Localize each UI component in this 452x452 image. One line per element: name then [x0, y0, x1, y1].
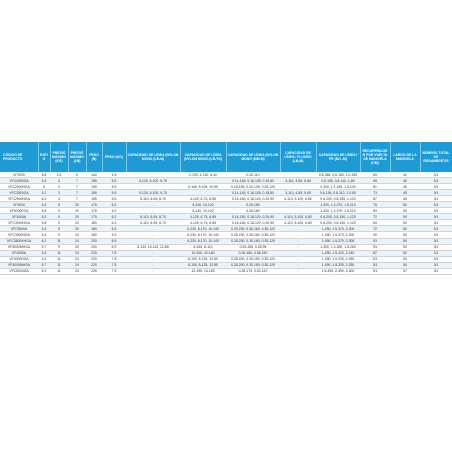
table-cell: 5-110, 6-95, 8-70 — [126, 196, 180, 202]
table-cell: 6-190, 8-125, 12-80 — [180, 256, 226, 262]
table-cell: - — [280, 256, 316, 262]
table-cell: 0.25-160 — [226, 202, 280, 208]
table-cell: - — [280, 268, 316, 274]
table-cell: VF4000MHGA — [0, 262, 38, 268]
table-cell: VF4000A — [0, 250, 38, 256]
table-cell: 76 — [360, 202, 390, 208]
column-header: RECUPERACIÓN POR VUELTA DE MANIVELA (CM) — [360, 142, 390, 172]
table-cell: 6.2 — [38, 202, 50, 208]
table-cell: - — [126, 268, 180, 274]
table-cell: VFC3000HGA — [0, 220, 38, 226]
table-cell: 0.18-155, 0.20-105, 0.25-120 — [226, 184, 280, 190]
table-cell: 50 — [390, 202, 420, 208]
column-header: PESO (KG) — [102, 142, 126, 172]
table-cell: 5.7 — [38, 262, 50, 268]
table-cell: 7 — [68, 178, 86, 184]
table-cell: 175 — [86, 208, 102, 214]
table-cell: 200 — [86, 244, 102, 250]
table-cell: 6.4 — [38, 232, 50, 238]
table-cell: 11 — [50, 268, 68, 274]
column-header: CAPACIDAD DE LÍNEA / PE (NO.-M) — [316, 142, 360, 172]
table-cell: 50 — [390, 244, 420, 250]
table-cell: 5.5 — [102, 196, 126, 202]
table-cell: - — [280, 244, 316, 250]
table-cell: 20 — [68, 202, 86, 208]
table-cell: 3 — [50, 190, 68, 196]
table-cell: 155 — [86, 178, 102, 184]
table-cell: VFC2500GA — [0, 190, 38, 196]
table-cell: 12-195, 14-165 — [180, 268, 226, 274]
table-cell: 50 — [390, 232, 420, 238]
table-cell: 20 — [68, 214, 86, 220]
table-cell: 6.2 — [38, 256, 50, 262]
table-cell: 5.2 — [38, 250, 50, 256]
table-cell: 3/1 — [420, 202, 452, 208]
table-cell: 10-200, 12-160 — [180, 250, 226, 256]
table-cell: 3/1 — [420, 184, 452, 190]
table-cell: 24 — [68, 238, 86, 244]
table-cell: 5.8 — [38, 172, 50, 178]
table-cell: 5.5 — [102, 184, 126, 190]
table-cell: 0.14-145, 0.16-105, 0.18-80 — [226, 190, 280, 196]
table-cell: - — [126, 256, 180, 262]
table-cell: 5.2 — [38, 178, 50, 184]
table-cell: 6-230, 8-170, 10-140 — [180, 232, 226, 238]
table-cell: 7 — [68, 196, 86, 202]
table-cell: 20 — [68, 244, 86, 250]
table-cell: 20 — [68, 220, 86, 226]
table-cell: 90 — [360, 232, 390, 238]
column-header: PRESIÓ MÁXIMO (LB) — [68, 142, 86, 172]
table-cell: 6-230, 8-170, 10-140 — [180, 238, 226, 244]
table-cell: 215 — [86, 250, 102, 256]
table-cell: 84 — [360, 208, 390, 214]
table-cell: 24 — [68, 250, 86, 256]
table-cell: 20 — [68, 226, 86, 232]
table-cell: 8-140, 10-120 — [180, 202, 226, 208]
table-cell: 72 — [360, 214, 390, 220]
table-cell: 5.5 — [102, 178, 126, 184]
table-cell: 81 — [360, 184, 390, 190]
table-cell: 225 — [86, 268, 102, 274]
table-cell: 5.5 — [102, 190, 126, 196]
column-header: RATIO — [38, 142, 50, 172]
table-cell: 3 — [50, 184, 68, 190]
table-cell: 3/1 — [420, 208, 452, 214]
table-cell: 0.20-110 — [226, 172, 280, 178]
table-cell: 3/1 — [420, 238, 452, 244]
table-cell: 5.8 — [38, 208, 50, 214]
table-cell: 3/1 — [420, 268, 452, 274]
table-cell: 1-490, 1.5-330, 2-250 — [316, 262, 360, 268]
table-cell: 11 — [50, 256, 68, 262]
table-cell: 24 — [68, 262, 86, 268]
table-cell: 6.3 — [102, 220, 126, 226]
column-header: PRESIÓ MÁXIMO (KG) — [50, 142, 68, 172]
table-cell: 175 — [86, 202, 102, 208]
table-cell: 50 — [390, 220, 420, 226]
table-cell: VF2000 — [0, 172, 38, 178]
table-cell: 200 — [86, 238, 102, 244]
column-header: CAPACIDAD DE LÍNEA (NYLON MONO (LB-YD) — [180, 142, 226, 172]
table-cell: - — [280, 226, 316, 232]
table-cell: 9 — [50, 214, 68, 220]
table-cell: 50 — [390, 238, 420, 244]
table-cell: 87 — [360, 250, 390, 256]
table-cell: 6.3 — [38, 196, 50, 202]
table-cell: 6.9 — [102, 244, 126, 250]
table-cell: 0.16-150, 0.18-120, 0.20-90 — [226, 214, 280, 220]
table-cell: 93 — [360, 244, 390, 250]
table-cell: 6 — [38, 184, 50, 190]
table-cell: 0.25-160 — [226, 208, 280, 214]
table-cell: 7 — [68, 184, 86, 190]
table-cell: - — [126, 208, 180, 214]
table-cell: VF4000HGA — [0, 256, 38, 262]
column-header: CAPACIDAD DE LÍNEA (NYLON MONO (LB-M) — [126, 142, 180, 172]
table-cell: - — [280, 238, 316, 244]
table-cell: 155 — [86, 184, 102, 190]
table-cell: 3/1 — [420, 220, 452, 226]
table-cell: 24 — [68, 268, 86, 274]
table-cell: VF3000PGA — [0, 208, 38, 214]
table-cell: 3/1 — [420, 190, 452, 196]
table-cell: 9 — [50, 202, 68, 208]
table-cell: 7.8 — [102, 262, 126, 268]
table-cell: - — [126, 232, 180, 238]
table-cell: VFC3000A — [0, 226, 38, 232]
table-cell: 3/1 — [420, 256, 452, 262]
table-cell: 1-490, 1.5-320, 2-240 — [316, 250, 360, 256]
table-cell: 50 — [390, 256, 420, 262]
table-cell: 1-320, 1.2-270, 1.5-210 — [316, 202, 360, 208]
table-cell: 69 — [360, 178, 390, 184]
table-cell: 5-125, 6-100, 5-75 — [126, 178, 180, 184]
table-row — [0, 268, 452, 274]
table-cell: 0.6-385, 0.8-180, 1.0-150 — [316, 172, 360, 178]
table-cell: - — [126, 226, 180, 232]
table-cell: 45 — [390, 196, 420, 202]
table-cell: 9 — [50, 232, 68, 238]
table-cell: 180 — [86, 226, 102, 232]
table-cell: 40 — [390, 172, 420, 178]
table-cell: 3/1 — [360, 262, 390, 268]
table-cell: 0.16-150, 0.18-120, 0.20-90 — [226, 220, 280, 226]
table-cell: VFC2000GA — [0, 178, 38, 184]
table-cell: 6-230, 8-170, 10-140 — [180, 226, 226, 232]
table-cell: 6.2 — [102, 214, 126, 220]
table-cell: 11 — [50, 262, 68, 268]
table-cell: 3-110, 4-85, 5-65 — [280, 190, 316, 196]
table-cell: 4-125, 6-75, 8-55 — [180, 196, 226, 202]
table-cell: VF3000 — [0, 202, 38, 208]
table-cell: 3/1 — [420, 214, 452, 220]
table-cell: 93 — [360, 238, 390, 244]
table-cell: 4.9 — [102, 172, 126, 178]
table-cell: 3/1 — [420, 232, 452, 238]
table-cell: 3/1 — [360, 268, 390, 274]
table-cell: 5-125, 6-100, 5-75 — [126, 190, 180, 196]
table-cell: 7.6 — [102, 250, 126, 256]
table-cell: VFC5000GA — [0, 268, 38, 274]
column-header: CAPACIDAD DE LÍNEA / FLUORO (LB-M) — [280, 142, 316, 172]
table-cell: 140 — [86, 172, 102, 178]
column-header: PESO (B) — [86, 142, 102, 172]
table-cell: 6-190, 8-125, 12-80 — [180, 262, 226, 268]
table-cell: 11 — [50, 250, 68, 256]
table-cell: 3/1 — [420, 250, 452, 256]
table-cell: VFC2500HGA — [0, 196, 38, 202]
table-cell: 4-125, 6-75, 8-55 — [180, 214, 226, 220]
table-cell: 3/1 — [420, 262, 452, 268]
table-cell: 0.300, 1.2-180, 1.5-140 — [316, 184, 360, 190]
table-cell: 0.6-200, 0.8-150, 1-120 — [316, 220, 360, 226]
table-cell: - — [280, 232, 316, 238]
table-cell: 2.5 — [50, 172, 68, 178]
table-cell: 3/1 — [420, 172, 452, 178]
table-cell: - — [126, 250, 180, 256]
table-cell: 87 — [360, 196, 390, 202]
table-cell: 40 — [390, 178, 420, 184]
table-cell: - — [126, 202, 180, 208]
table-cell: 2-190, 4-130, 6-40 — [180, 172, 226, 178]
table-cell: 175 — [86, 214, 102, 220]
table-cell: 0.28-200, 0.30-150, 0.35-120 — [226, 256, 280, 262]
spec-table-container — [0, 142, 452, 275]
table-cell: 3 — [50, 178, 68, 184]
table-cell: 7.8 — [102, 256, 126, 262]
table-cell: 6.2 — [38, 268, 50, 274]
table-cell: 155 — [86, 196, 102, 202]
table-cell: 84 — [360, 220, 390, 226]
table-cell: 69 — [360, 172, 390, 178]
table-cell: 155 — [86, 190, 102, 196]
table-cell: 6.3 — [102, 232, 126, 238]
table-cell: 180 — [86, 220, 102, 226]
table-cell: 0.30-180, 0.35-150 — [226, 250, 280, 256]
column-header: CAPACIDAD DE LÍNEA (NYLON MONO (MM-M) — [226, 142, 280, 172]
table-cell: 6.3 — [102, 226, 126, 232]
table-cell: 50 — [390, 262, 420, 268]
table-cell: 1-490, 1.5-370, 2-300 — [316, 238, 360, 244]
table-cell: 8-140, 10-120 — [180, 208, 226, 214]
table-cell: 1-490, 1.5-370, 2-300 — [316, 226, 360, 232]
table-cell: 0.6-155, 0.8-110, 1.0-80 — [316, 190, 360, 196]
table-body — [0, 172, 452, 274]
table-cell: - — [126, 262, 180, 268]
table-cell: 3/1 — [420, 196, 452, 202]
table-cell: 20 — [68, 232, 86, 238]
table-cell: 1-390, 1.2-330, 1.5-260 — [316, 244, 360, 250]
table-cell: 0.25-230, 0.30-160, 0.35-120 — [226, 232, 280, 238]
table-cell: - — [280, 208, 316, 214]
table-cell: 6-155, 8-110 — [180, 244, 226, 250]
table-cell: 0.6-155, 0.8-110, 1-80 — [316, 178, 360, 184]
table-cell: 3/1 — [420, 244, 452, 250]
table-cell: 9 — [50, 220, 68, 226]
table-cell: VFC3000HGA — [0, 232, 38, 238]
table-cell: 220 — [86, 256, 102, 262]
table-cell: 45 — [390, 190, 420, 196]
table-cell: VFC2000HGA — [0, 184, 38, 190]
table-cell: - — [280, 250, 316, 256]
table-cell: - — [126, 238, 180, 244]
table-cell: 5-110, 6-95, 8-70 — [126, 220, 180, 226]
table-cell: 4-110, 5-100, 6-80 — [280, 196, 316, 202]
table-cell: 5.2 — [38, 214, 50, 220]
table-cell: 5.8 — [38, 220, 50, 226]
table-cell: 5.2 — [38, 226, 50, 232]
table-cell: 6.2 — [102, 202, 126, 208]
table-cell: 0.25-230, 0.30-160, 0.35-120 — [226, 238, 280, 244]
table-cell: 1.5-490, 2-390, 3-300 — [316, 268, 360, 274]
table-cell: 11 — [50, 238, 68, 244]
table-cell: 6 — [68, 172, 86, 178]
table-cell: 4-110, 5-100, 6-80 — [280, 214, 316, 220]
header-row — [0, 142, 452, 172]
table-cell: 0.6-200, 0.8-150, 1-120 — [316, 214, 360, 220]
table-cell: - — [280, 202, 316, 208]
table-cell: 0.28-200, 0.30-150, 0.35-120 — [226, 262, 280, 268]
table-cell: 9 — [50, 208, 68, 214]
table-cell: 220 — [86, 262, 102, 268]
table-cell: 73 — [360, 190, 390, 196]
table-cell: 6.9 — [102, 238, 126, 244]
table-cell: 3 — [50, 196, 68, 202]
table-cell: 180 — [86, 232, 102, 238]
table-cell: 24 — [68, 256, 86, 262]
table-cell: 57 — [390, 268, 420, 274]
table-cell: 6.2 — [38, 238, 50, 244]
table-cell: 72 — [360, 226, 390, 232]
table-cell: 3/1 — [420, 178, 452, 184]
table-cell: - — [280, 262, 316, 268]
column-header: NÚMERO TOTAL DE RODAMIENTOS — [420, 142, 452, 172]
table-cell: 0.16-150, 0.18-120, 0.20-90 — [226, 196, 280, 202]
table-cell: 0.14-145, 0.16-105, 0.18-80 — [226, 178, 280, 184]
table-cell: VF3000MHGA — [0, 244, 38, 250]
table-cell: 8-130, 10-110, 12-85 — [126, 244, 180, 250]
table-cell: 4-110, 5-100, 6-80 — [280, 220, 316, 226]
table-cell: 5.7 — [38, 244, 50, 250]
table-cell: 5-110, 6-95, 8-70 — [126, 214, 180, 220]
table-cell: 3/1 — [420, 226, 452, 232]
table-cell: 9 — [50, 244, 68, 250]
table-cell: 3-110, 4-85, 5-65 — [280, 178, 316, 184]
table-cell: VFC3500XHGA — [0, 238, 38, 244]
table-header — [0, 142, 452, 172]
table-cell: 3/1 — [360, 256, 390, 262]
table-cell: 45 — [390, 184, 420, 190]
table-cell: 50 — [390, 226, 420, 232]
table-cell: 50 — [390, 214, 420, 220]
table-cell: 1-490, 1.5-370, 2-300 — [316, 232, 360, 238]
table-cell: 1-320, 1.2-270, 1.5-210 — [316, 208, 360, 214]
table-cell: 7 — [68, 190, 86, 196]
table-cell: 9 — [50, 226, 68, 232]
table-cell: 1-490, 1.5-330, 2-250 — [316, 256, 360, 262]
table-cell: 0.35-175, 0.40-120 — [226, 268, 280, 274]
table-cell: 50 — [390, 250, 420, 256]
table-cell: 20 — [68, 208, 86, 214]
table-cell: VF3000A — [0, 214, 38, 220]
table-cell: 7.9 — [102, 268, 126, 274]
table-cell: 4-125, 6-75, 8-55 — [180, 220, 226, 226]
column-header: LARGO DE LA MANIVELA — [390, 142, 420, 172]
table-cell: 6-165, 8-105, 10-95 — [180, 184, 226, 190]
table-cell: 50 — [390, 208, 420, 214]
column-header: CÓDIGO DE PRODUCTO — [0, 142, 38, 172]
table-cell: 0.25-155, 0.28-95 — [226, 244, 280, 250]
table-cell: 5.2 — [38, 190, 50, 196]
spec-table — [0, 142, 452, 275]
table-cell: 6.2 — [102, 208, 126, 214]
table-cell: 0.6-200, 0.8-150, 1-120 — [316, 196, 360, 202]
table-cell: 0.25-230, 0.30-160, 0.35-120 — [226, 226, 280, 232]
